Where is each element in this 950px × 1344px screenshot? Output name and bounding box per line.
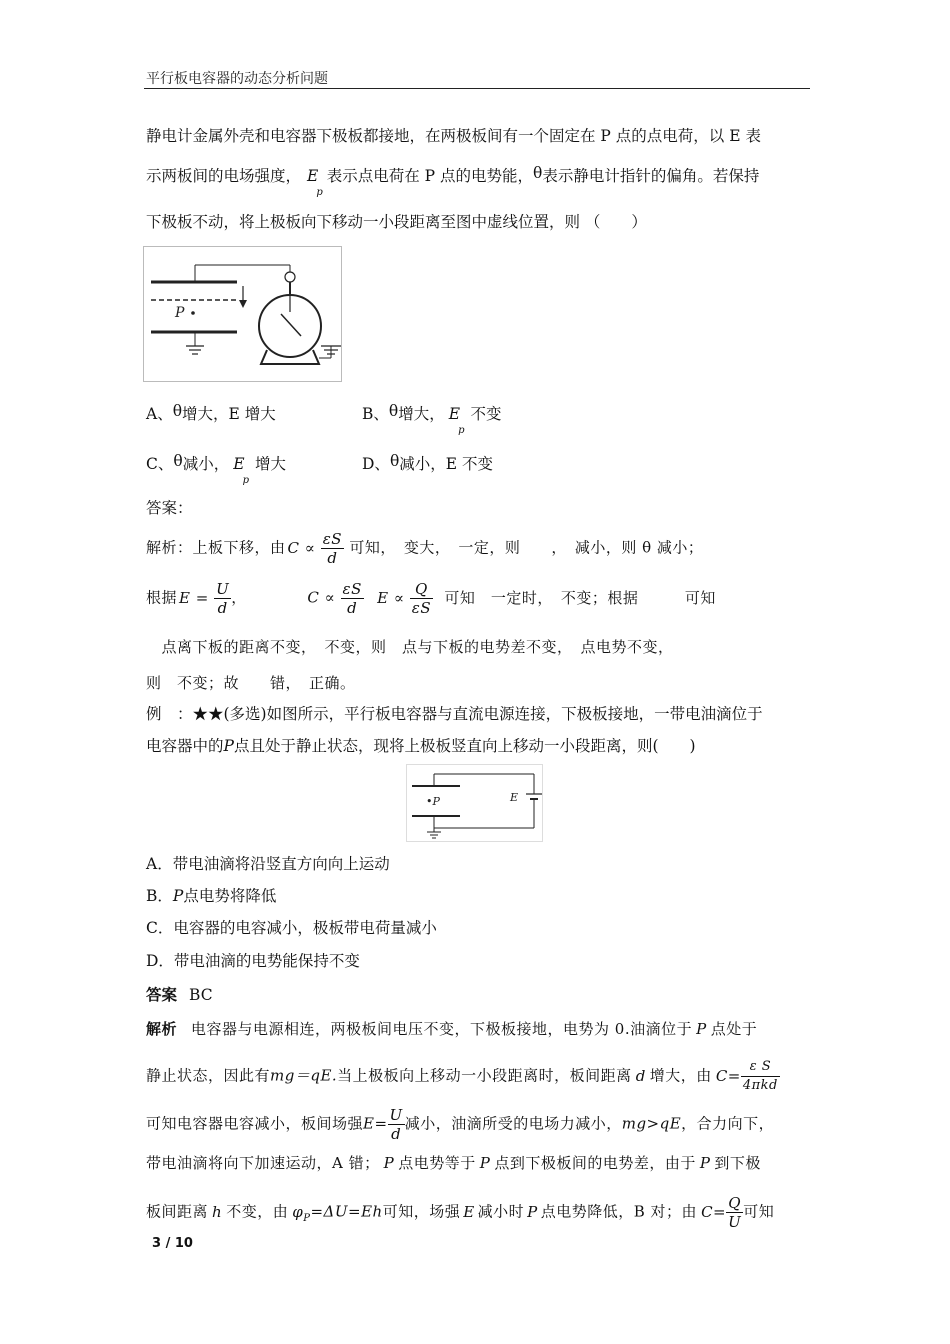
q2-exp-line4: 带电油滴将向下加速运动，A 错； P 点电势等于 P 点到下极板间的电势差，由于 P 到下极 [146,1154,761,1172]
q1-analysis-line1: 解析：上板下移，由 C ∝ $\frac{\varepsilon S}{d}$ 可知， 变大， 一定，则 ， 减小，则 θ 减小； [146,530,704,567]
q2-option-b: B．P点电势将降低 [146,887,277,905]
capacitor-electrometer-figure [143,246,343,382]
q2-answer: 答案 BC [146,985,213,1004]
droplet-p-label: •P [426,795,440,808]
q2-exp-line1: 解析 电容器与电源相连，两极板间电压不变，下极板接地，电势为 0.油滴位于 P 点处于 [146,1020,758,1038]
q1-analysis-line4: 则 不变；故 错， 正确。 [146,674,356,692]
q2-option-d: D．带电油滴的电势能保持不变 [146,952,360,970]
q2-exp-line2: 静止状态，因此有mg＝qE.当上极板向上移动一小段距离时，板间距离 d 增大，由 C= $\frac{\text{ε S}}{\text{4πkd}}$ [146,1059,778,1093]
q1-analysis-line2: 根据 E = $\frac{U}{d}$ ， C ∝ $\frac{\varepsilon S}{d}$ E ∝ $\frac{Q}{\varepsilon S}$ 可知 一定时， 不变；根据 可知 [146,580,716,617]
q2-option-a: A．带电油滴将沿竖直方向向上运动 [146,855,390,873]
header-rule [144,88,810,89]
q1-line3: 下极板不动，将上极板向下移动一小段距离至图中虚线位置，则 （ ） [146,213,647,231]
option-c: C、θ减小， $E_p$增大 [146,452,286,486]
q1-answer-label: 答案： [146,499,193,517]
q2-line2: 电容器中的P点且处于静止状态，现将上极板竖直向上移动一小段距离，则( ) [146,737,696,755]
q1-line2: 示两板间的电场强度， $E_p$表示点电荷在 P 点的电势能，θ表示静电计指针的偏角。若保持 [146,164,760,198]
q2-line1: 例 ：★★(多选)如图所示，平行板电容器与直流电源连接，下极板接地，一带电油滴位于 [146,705,763,723]
q1-analysis-line3: 点离下板的距离不变， 不变，则 点与下板的电势差不变， 点电势不变， [146,638,674,656]
option-b: B、θ增大， $E_p$不变 [362,402,502,436]
q1-line1: 静电计金属外壳和电容器下极板都接地，在两极板间有一个固定在 P 点的点电荷，以 E 表 [146,127,761,145]
option-a: A、θ增大，E 增大 [146,402,276,423]
option-d: D、θ减小，E 不变 [362,452,494,473]
q2-exp-line3: 可知电容器电容减小，板间场强E= $\frac{U}{d}$ 减小，油滴所受的电场力减小，mg>qE，合力向下， [146,1106,775,1143]
point-p-label: P [175,305,185,321]
q2-option-c: C．电容器的电容减小，极板带电荷量减小 [146,919,437,937]
page-number: 3 / 10 [152,1236,193,1251]
page-header: 平行板电容器的动态分析问题 [146,71,328,87]
capacitor-battery-figure [406,764,544,842]
battery-e-label: E [510,791,519,804]
q2-exp-line5: 板间距离 h 不变，由 $\varphi_P=\Delta U=Eh$可知，场强 E 减小时 P 点电势降低，B 对；由 C= $\frac{Q}{U}$ 可知 [146,1194,775,1231]
